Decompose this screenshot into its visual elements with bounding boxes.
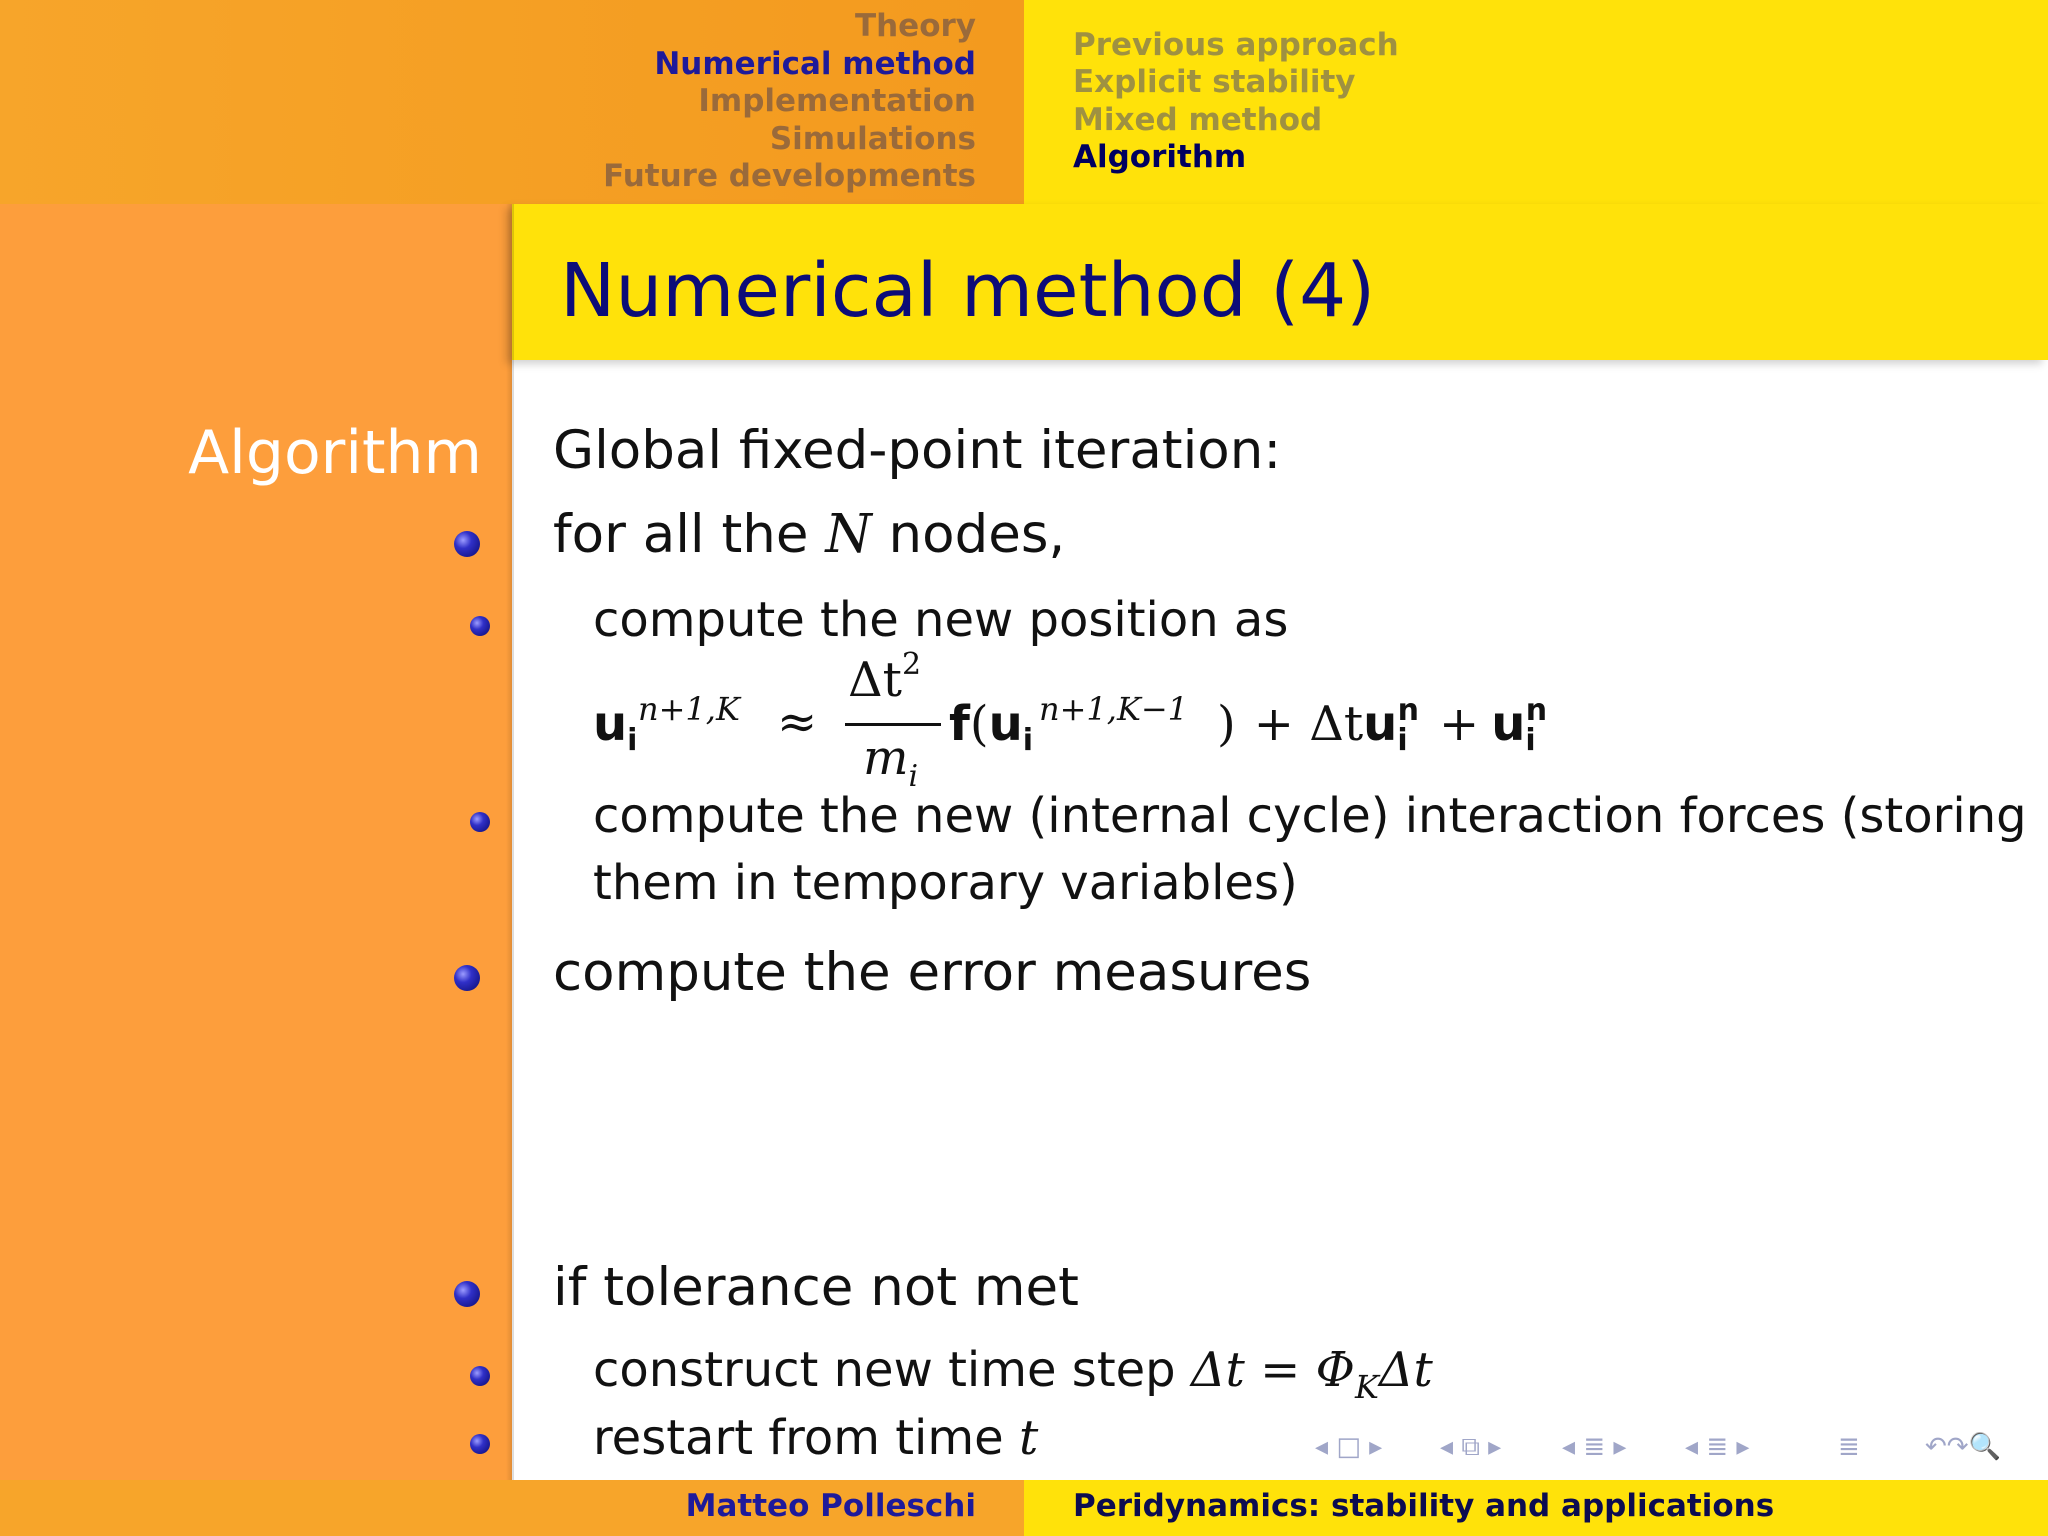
nav-frame-icon[interactable]: ◂ □ ▸ [1315, 1432, 1383, 1462]
for-all-item: for all the N nodes, [553, 504, 1066, 565]
nav-document-icon[interactable]: ◂ ≣ ▸ [1685, 1432, 1750, 1462]
nav-subsection-algorithm[interactable]: Algorithm [1073, 139, 1247, 175]
bullet-icon [454, 965, 480, 991]
nav-toc-icon[interactable]: ≣ [1838, 1432, 1860, 1462]
footer-talk-title: Peridynamics: stability and applications [1073, 1488, 1775, 1524]
sub-bullet-icon [470, 1434, 490, 1454]
nav-section-theory[interactable]: Theory [854, 8, 976, 44]
nav-subsection-icon[interactable]: ◂ ⧉ ▸ [1440, 1432, 1502, 1462]
bullet-icon [454, 531, 480, 557]
sub-bullet-icon [470, 616, 490, 636]
sub-item-restart: restart from time t [593, 1410, 1039, 1466]
nav-section-icon[interactable]: ◂ ≣ ▸ [1562, 1432, 1627, 1462]
sub-item-forces-line2: them in temporary variables) [593, 855, 1298, 911]
nav-subsection-mixed-method[interactable]: Mixed method [1073, 102, 1323, 138]
sub-bullet-icon [470, 812, 490, 832]
slide-title: Numerical method (4) [560, 248, 1376, 334]
nav-section-simulations[interactable]: Simulations [769, 121, 976, 157]
footer-author: Matteo Polleschi [685, 1488, 976, 1524]
tolerance-item: if tolerance not met [553, 1257, 1079, 1318]
sidebar-label: Algorithm [188, 418, 482, 488]
sub-item-forces-line1: compute the new (internal cycle) interaction forces (storing [593, 788, 2027, 844]
sub-item-position: compute the new position as [593, 592, 1289, 648]
sidebar [0, 204, 512, 1480]
bullet-icon [454, 1281, 480, 1307]
nav-subsection-previous-approach[interactable]: Previous approach [1073, 27, 1399, 63]
nav-section-future-developments[interactable]: Future developments [603, 158, 976, 194]
sidebar-shadow [506, 204, 514, 1480]
nav-section-implementation[interactable]: Implementation [698, 83, 976, 119]
nav-search-icon[interactable]: ↶↷🔍 [1925, 1432, 2001, 1462]
nav-section-numerical-method[interactable]: Numerical method [654, 46, 976, 82]
sub-item-time-step: construct new time step $\Delta t = \Phi_K\Delta t$ [593, 1342, 1433, 1406]
intro-text: Global fixed-point iteration: [553, 420, 1282, 481]
nav-subsection-explicit-stability[interactable]: Explicit stability [1073, 64, 1356, 100]
error-item: compute the error measures [553, 942, 1312, 1003]
sub-bullet-icon [470, 1366, 490, 1386]
